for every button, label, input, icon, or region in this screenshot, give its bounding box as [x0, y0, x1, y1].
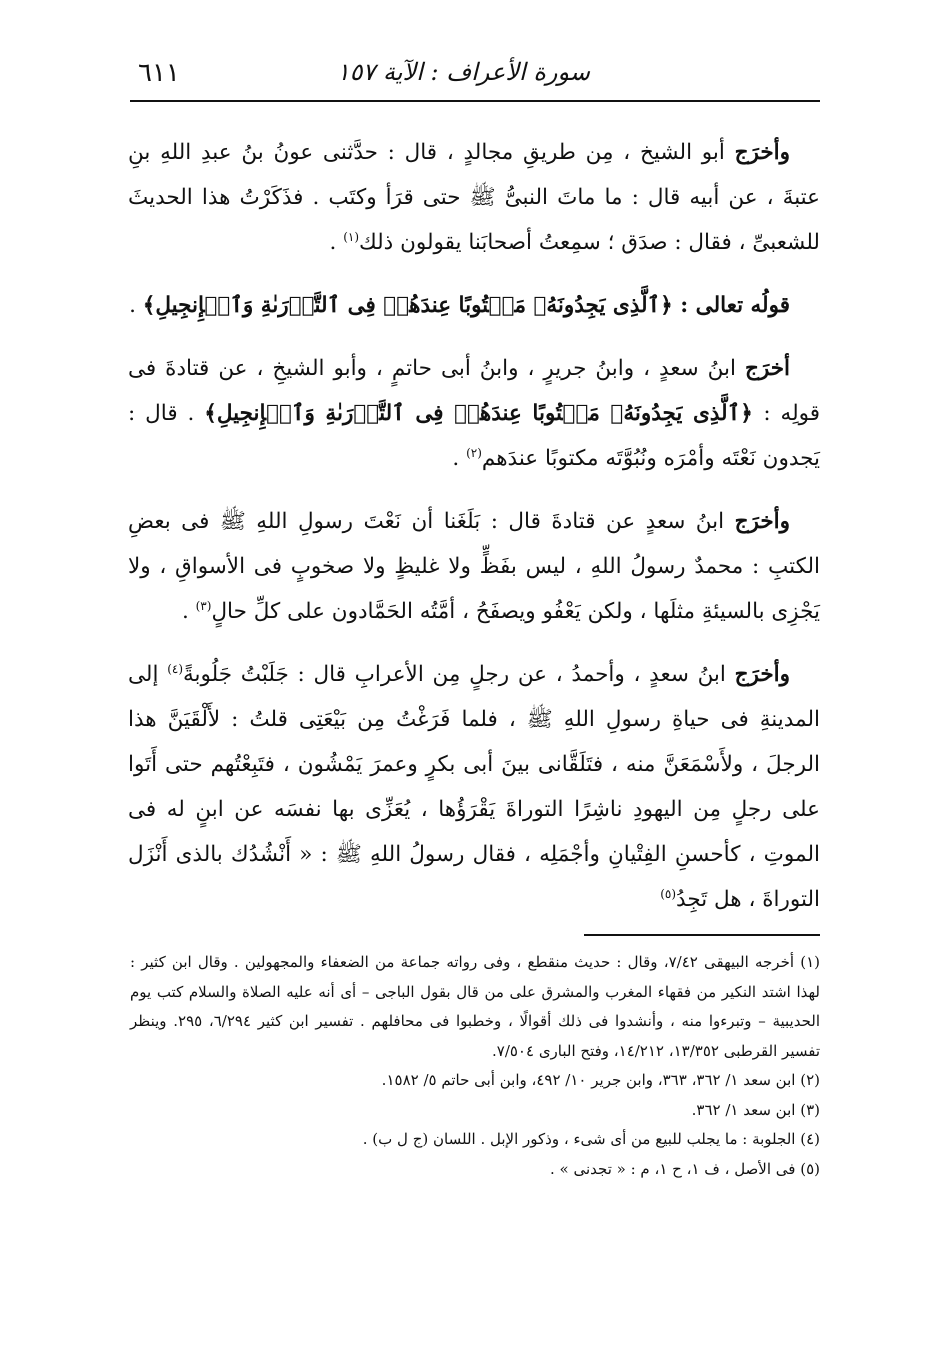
footnote-5: (٥) فى الأصل ، ف ١، ح ١، م : « تجدنى » .	[549, 1159, 820, 1178]
paragraph-4	[128, 499, 820, 634]
paragraph-text: ابنُ سعدٍ عن قتادةَ قال : بَلَغَنا أن نَعْتَ رسولِ اللهِ ﷺ فى بعضِ الكتبِ : محمدٌ رسولُ اللهِ ، ليس بفَظٍّ ولا غليظٍ ولا صخوبٍ فى الأسواقِ ، ولا يَجْزِى بالسيئةِ مثلَها ، ولكن يَعْفُو ويصفَحُ ، أمَّتُه الحَمَّادون على كلِّ حالٍ	[128, 509, 820, 624]
footnote-marker-4: (٤)	[167, 661, 184, 676]
footnote-4: (٤) الجلوبة : ما يجلب للبيع من أى شىء ، وذكور الإبل . اللسان (ج ل ب) .	[362, 1130, 820, 1148]
running-title: سورة الأعراف : الآية ١٥٧	[336, 58, 590, 86]
paragraph-lead: أخرَج	[744, 356, 790, 381]
paragraph-verse-heading	[128, 283, 820, 328]
paragraph-lead: وأخرَج	[734, 509, 790, 534]
footnote-marker-5: (٥)	[660, 886, 677, 901]
paragraph-tail: .	[329, 230, 344, 255]
paragraph-5	[128, 652, 820, 922]
quran-quote: ﴿ٱلَّذِى يَجِدُونَهُۥ مَكۡتُوبًا عِندَهُمۡ فِى ٱلتَّوۡرَىٰةِ وَٱلۡإِنجِيلِ﴾	[204, 401, 764, 426]
footnote-marker-2: (٢)	[466, 445, 482, 460]
footnote-1: (١) أخرجه البيهقى ٧/٤٢، وقال : حديث منقطع ، وفى رواته جماعة من الضعفاء والمجهولين . وقال ابن كثير : لهذا اشتد النكير من فقهاء المغرب والمشرق على من قال بقول الباجى – أى أنه عليه الصلاة والسلام كتب يوم الحديبية – وتبرءوا منه ، وأنشدوا فى ذلك أقوالًا ، وخطبوا فى محافلهم . تفسير ابن كثير ٦/٢٩٤، ٢٩٥. وينظر تفسير القرطبى ١٣/٣٥٢، ١٤/٢١٢، وفتح البارى ٧/٥٠٤.	[130, 953, 821, 1060]
page-header	[130, 46, 820, 102]
footnote-marker-1: (١)	[343, 229, 360, 244]
footnote-2: (٢) ابن سعد ١/ ٣٦٢، ٣٦٣، وابن جرير ١٠/ ٤٩٢، وابن أبى حاتم ٥/ ١٥٨٢.	[381, 1071, 820, 1089]
quran-quote: ﴿ٱلَّذِى يَجِدُونَهُۥ مَكۡتُوبًا عِندَهُمۡ فِى ٱلتَّوۡرَىٰةِ وَٱلۡإِنجِيلِ﴾	[142, 293, 681, 318]
paragraph-3	[128, 346, 820, 481]
paragraph-text: ابنُ سعدٍ ، وأحمدُ ، عن رجلٍ مِن الأعرابِ قال : جَلَبْتُ جَلُوبةً	[183, 662, 735, 687]
paragraph-text: ابنُ سعدٍ ، وابنُ جريرٍ ، وابنُ أبى حاتمٍ ، وأبو الشيخِ ، عن قتادةَ فى قولِه :	[128, 356, 820, 426]
header-rule	[130, 100, 820, 102]
paragraph-lead: وأخرَج	[734, 662, 791, 687]
paragraph-lead: وأخرَج	[734, 140, 790, 165]
footnote-marker-3: (٣)	[195, 598, 212, 613]
main-text	[128, 130, 820, 940]
footnote-separator	[584, 934, 820, 936]
paragraph-text-continued: . قال : يَجدون نَعْتَه وأمْرَه ونُبُوَّتَه مكتوبًا عندَهم	[128, 401, 820, 471]
footnote-3: (٣) ابن سعد ١/ ٣٦٢.	[691, 1100, 820, 1119]
paragraph-1	[128, 130, 820, 265]
paragraph-text: أبو الشيخ ، مِن طريقِ مجالدٍ ، قال : حدَّثنى عونُ بنُ عبدِ اللهِ بنِ عتبةَ ، عن أبيه قال : ما ماتَ النبىُّ ﷺ حتى قرَأ وكتَب . فذَكَرْتُ هذا الحديثَ للشعبىِّ ، فقال : صدَق ؛ سمِعتُ أصحابَنا يقولون ذلك	[128, 140, 820, 255]
paragraph-text-continued: إلى المدينةِ فى حياةِ رسولِ اللهِ ﷺ ، فلما فَرَغْتُ مِن بَيْعَتِى قلتُ : لأَلْقَيَنَّ هذا الرجلَ ، ولأَسْمَعَنَّ منه ، فتَلَقَّانى بينَ أبى بكرٍ وعمرَ يَمْشُون ، فتَبِعْتُهم حتى أَتَوا على رجلٍ مِن اليهودِ ناشِرًا التوراةَ يَقْرَؤُها ، يُعَزِّى بها نفسَه عن ابنٍ له فى الموتِ ، كأحسنِ الفِتْيانِ وأجْمَلِه ، فقال رسولُ اللهِ ﷺ : « أَنْشُدُك بالذى أَنْزَل التوراةَ ، هل تَجِدُ	[128, 662, 820, 912]
verse-heading-lead: قولُه تعالى :	[680, 293, 790, 318]
page-number: ٦١١	[138, 58, 180, 88]
footnotes	[130, 948, 820, 1184]
paragraph-tail: .	[452, 446, 467, 471]
paragraph-text: .	[129, 293, 143, 318]
paragraph-tail: .	[181, 599, 196, 624]
